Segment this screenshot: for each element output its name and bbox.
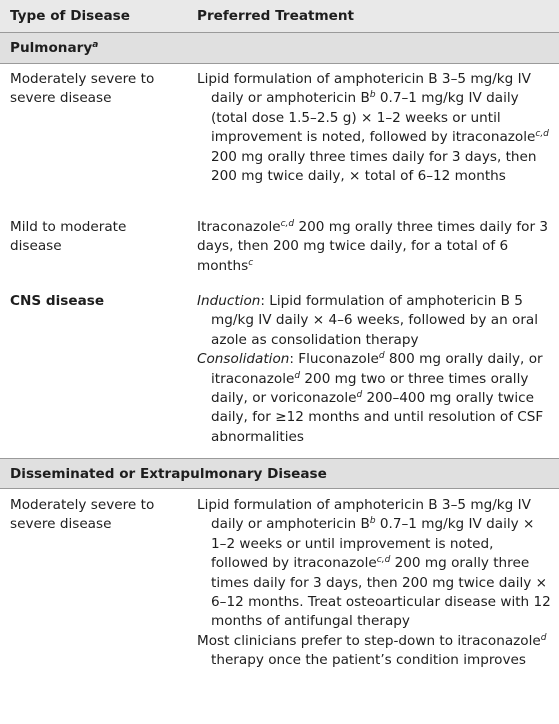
table-row: [0, 292, 559, 456]
table-header: [0, 0, 559, 33]
step-down-paragraph: Most clinicians prefer to step-down to itraconazole$^d$ therapy once the patient’s condition improves: [197, 632, 547, 669]
disease-cell: Moderately severe to severe disease: [10, 71, 155, 107]
table-row: [0, 496, 559, 721]
header-type-of-disease: Type of Disease: [10, 8, 130, 24]
section-disseminated: [0, 458, 559, 489]
disease-cell: Mild to moderate disease: [10, 219, 127, 255]
header-preferred-treatment: Preferred Treatment: [197, 8, 355, 24]
treatment-paragraph: Itraconazole$^{c,d}$ 200 mg orally three times daily for 3 days, then 200 mg twice daily, for a total of 6 months$^c$: [197, 219, 548, 274]
disease-cell: CNS disease: [10, 293, 105, 309]
table-row: [0, 218, 559, 284]
section-title: Pulmonary$^a$: [10, 40, 99, 56]
treatment-cell: [197, 496, 552, 671]
treatment-cell: [197, 292, 552, 447]
disease-cell: Moderately severe to severe disease: [10, 497, 155, 533]
treatment-cell: [197, 70, 552, 186]
footnote-marker: a: [92, 40, 99, 50]
treatment-paragraph: Lipid formulation of amphotericin B 3–5 mg/kg IV daily or amphotericin $B^b$ 0.7–1 mg/kg IV daily × 1–2 weeks or until improvement is noted, followed by itraconazole$^{c,d}$ 200 mg orally three times daily for 3 days, then 200 mg twice daily × 6–12 months. Treat osteoarticular disease with 12 months of antifungal therapy: [197, 497, 551, 630]
induction-paragraph: Induction: Lipid formulation of amphotericin B 5 mg/kg IV daily × 4–6 weeks, followed by an oral azole as consolidation therapy: [197, 293, 539, 348]
treatment-paragraph: Lipid formulation of amphotericin B 3–5 mg/kg IV daily or amphotericin $B^b$ 0.7–1 mg/kg IV daily (total dose 1.5–2.5 g) × 1–2 weeks or until improvement is noted, followed by itraconazole$^{c,d}$ 200 mg orally three times daily for 3 days, then 200 mg twice daily, × total of 6–12 months: [197, 71, 549, 185]
section-pulmonary: [0, 33, 559, 64]
treatment-cell: [197, 218, 552, 276]
section-title: Disseminated or Extrapulmonary Disease: [10, 466, 327, 482]
table-row: [0, 70, 559, 210]
consolidation-paragraph: Consolidation: Fluconazole$^d$ 800 mg orally daily, or itraconazole$^d$ 200 mg two or three times orally daily, or voriconazole$^d$ 200–400 mg orally twice daily, for ≥12 months and until resolution of CSF abnormalities: [197, 351, 544, 445]
